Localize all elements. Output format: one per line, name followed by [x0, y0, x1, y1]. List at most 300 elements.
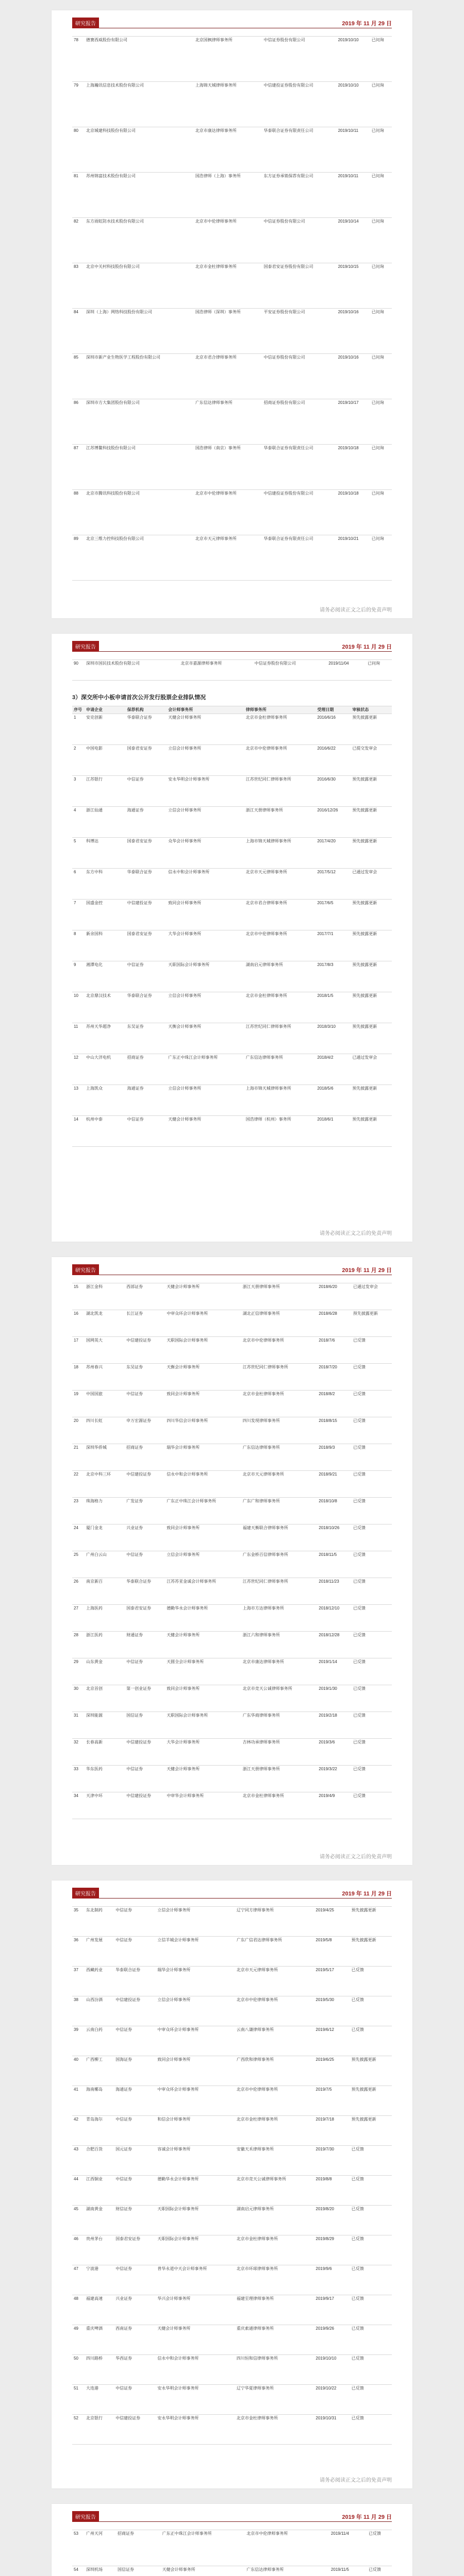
table-cell: 国泰君安证券	[126, 930, 167, 961]
table-cell: 2019/10/10	[314, 2355, 350, 2385]
table-cell: 山西汾酒	[85, 1996, 114, 2026]
table-cell: 北京市中伦律师事务所	[244, 745, 316, 776]
table-cell: 50	[72, 2355, 85, 2385]
table-cell: 财通证券	[125, 1632, 165, 1658]
table-cell: 华泰联合证券有限责任公司	[262, 127, 337, 173]
table-cell: 2018/11/5	[317, 1551, 352, 1578]
page-footer: 请务必阅读正文之后的免责声明	[320, 1854, 392, 1860]
table-cell: 14	[72, 1116, 85, 1147]
table-row	[72, 2566, 392, 2576]
table-cell: 预先披露更新	[351, 776, 392, 807]
table-cell: 中信建投证券	[125, 1739, 165, 1766]
table-row	[72, 218, 392, 263]
table-cell: 中信证券	[126, 961, 167, 992]
table-cell: 中审众环会计师事务所	[156, 2026, 235, 2056]
table-cell: 2018/10/26	[317, 1524, 352, 1551]
table-row	[72, 776, 392, 807]
table-cell: 预先披露更新	[351, 930, 392, 961]
report-page-2	[52, 634, 412, 1242]
report-page-3	[52, 1257, 412, 1865]
table-cell: 广州白云山	[85, 1551, 125, 1578]
table-row	[72, 992, 392, 1023]
report-tag: 研究报告	[72, 1888, 99, 1899]
table-cell: 中信证券	[114, 1907, 156, 1937]
table-cell: 杭州中泰	[85, 1116, 126, 1147]
table-cell: 预先披露更新	[351, 807, 392, 838]
table-cell: 已反馈	[352, 1685, 392, 1712]
table-cell: 19	[72, 1391, 85, 1417]
table-cell: 2019/9/6	[314, 2265, 350, 2295]
table-cell: 北京市中伦律师事务所	[235, 1996, 314, 2026]
table-cell: 深圳市国民技术股份有限公司	[85, 660, 179, 681]
table-cell: 已通过发审会	[352, 1283, 392, 1310]
table-cell: 北京中关村科技股份有限公司	[85, 263, 194, 309]
table-cell: 江苏银行	[85, 776, 126, 807]
table-cell: 长春高新	[85, 1739, 125, 1766]
table-cell: 23	[72, 1498, 85, 1524]
table-cell: 9	[72, 961, 85, 992]
table-cell: 22	[72, 1471, 85, 1498]
table-cell: 安永华明会计师事务所	[156, 2415, 235, 2445]
table-cell: 已反馈	[350, 2026, 392, 2056]
table-cell: 天津中环	[85, 1792, 125, 1819]
table-cell: 四川华信会计师事务所	[165, 1417, 241, 1444]
table-cell: 立信会计师事务所	[156, 1996, 235, 2026]
column-header: 申请企业	[85, 706, 126, 714]
table-cell: 天健会计师事务所	[167, 1116, 244, 1147]
table-cell: 华泰联合证券	[126, 714, 167, 745]
table-cell: 45	[72, 2206, 85, 2235]
table-cell: 瑞华会计师事务所	[165, 1444, 241, 1471]
table-cell: 北京市嘉源律师事务所	[179, 660, 253, 681]
table-cell: 北京市环球律师事务所	[235, 2265, 314, 2295]
table-cell: 2018/6/20	[317, 1283, 352, 1310]
table-cell: 招商证券股份有限公司	[262, 399, 337, 445]
table-row	[72, 490, 392, 535]
table-cell: 江苏世纪同仁律师事务所	[244, 1023, 316, 1054]
table-cell: 2018/12/10	[317, 1605, 352, 1632]
table-cell: 国泰君安证券股份有限公司	[262, 263, 337, 309]
table-cell: 2019/10/15	[337, 263, 370, 309]
table-cell: 2019/11/04	[327, 660, 366, 681]
table-cell: 德勤华永会计师事务所	[165, 1605, 241, 1632]
table-cell: 海通证券	[126, 1085, 167, 1116]
table-cell: 预先披露更新	[351, 1085, 392, 1116]
table-cell: 北京市金杜律师事务所	[244, 992, 316, 1023]
report-page-1	[52, 10, 412, 618]
table-cell: 已反馈	[352, 1391, 392, 1417]
table-cell: 2019/8/20	[314, 2206, 350, 2235]
table-row	[72, 745, 392, 776]
table-cell: 已反馈	[350, 1996, 392, 2026]
table-cell: 5	[72, 838, 85, 869]
table-cell: 华泰联合证券有限责任公司	[262, 445, 337, 490]
table-row	[72, 1471, 392, 1498]
table-cell: 已问询	[370, 263, 392, 309]
table-cell: 立信会计师事务所	[167, 992, 244, 1023]
table-row	[72, 961, 392, 992]
table-cell: 2016/6/22	[316, 745, 351, 776]
table-cell: 北京市天元律师事务所	[235, 1967, 314, 1996]
table-cell: 已反馈	[350, 2265, 392, 2295]
table-cell: 江苏博鳌科技股份有限公司	[85, 445, 194, 490]
table-cell: 已反馈	[350, 2325, 392, 2355]
table-cell: 2019/10/18	[337, 490, 370, 535]
table-cell: 广东正中珠江会计师事务所	[165, 1498, 241, 1524]
table-cell: 2017/5/12	[316, 869, 351, 900]
table-cell: 2019/9/17	[314, 2295, 350, 2325]
table-row	[72, 930, 392, 961]
table-cell: 信永中和会计师事务所	[156, 2355, 235, 2385]
table-cell: 立信会计师事务所	[156, 1907, 235, 1937]
table-cell: 2019/10/16	[337, 354, 370, 399]
table-cell: 山东黄金	[85, 1658, 125, 1685]
table-cell: 浙江仙通	[85, 807, 126, 838]
table-cell: 上海市方达律师事务所	[241, 1605, 318, 1632]
table-row	[72, 2415, 392, 2445]
table-cell: 已反馈	[350, 2146, 392, 2176]
table-row	[72, 1632, 392, 1658]
table-cell: 湖南黄金	[85, 2206, 114, 2235]
table-cell: 北京市金杜律师事务所	[235, 2415, 314, 2445]
table-cell: 中审众环会计师事务所	[165, 1310, 241, 1337]
table-cell: 2019/10/17	[337, 399, 370, 445]
table-cell: 海通证券	[114, 2086, 156, 2116]
table-cell: 广东正中珠江会计师事务所	[161, 2530, 245, 2566]
table-cell: 云南八谦律师事务所	[235, 2026, 314, 2056]
table-cell: 78	[72, 37, 85, 82]
table-cell: 2019/10/31	[314, 2415, 350, 2445]
table-cell: 湖北凯龙	[85, 1310, 125, 1337]
table-cell: 国网英大	[85, 1337, 125, 1364]
table-cell: 华东医药	[85, 1766, 125, 1792]
table-row	[72, 2235, 392, 2265]
table-cell: 中信建投证券	[125, 1792, 165, 1819]
table-cell: 天职国际会计师事务所	[165, 1712, 241, 1739]
table-cell: 上海市锦天城律师事务所	[244, 1085, 316, 1116]
table-cell: 41	[72, 2086, 85, 2116]
page-header	[72, 641, 392, 652]
table-cell: 已反馈	[367, 2566, 392, 2576]
table-cell: 已反馈	[352, 1712, 392, 1739]
table-row	[72, 2325, 392, 2355]
table-cell: 北京市金杜律师事务所	[241, 1391, 318, 1417]
table-cell: 宁波港	[85, 2265, 114, 2295]
table-cell: 已反馈	[352, 1632, 392, 1658]
table-cell: 36	[72, 1937, 85, 1967]
page-footer: 请务必阅读正文之后的免责声明	[320, 1231, 392, 1236]
table-cell: 华兴会计师事务所	[156, 2295, 235, 2325]
table-cell: 已问询	[370, 309, 392, 354]
table-row	[72, 1739, 392, 1766]
table-cell: 已反馈	[350, 2176, 392, 2206]
table-cell: 深圳能源	[85, 1712, 125, 1739]
table-cell: 中国国旅	[85, 1391, 125, 1417]
table-cell: 国泰君安证券	[126, 838, 167, 869]
table-cell: 13	[72, 1085, 85, 1116]
table-cell: 天健会计师事务所	[165, 1632, 241, 1658]
table-cell: 已反馈	[350, 2235, 392, 2265]
table-row	[72, 2056, 392, 2086]
table-row	[72, 2086, 392, 2116]
table-cell: 已反馈	[350, 2295, 392, 2325]
table-cell: 招商证券	[125, 1444, 165, 1471]
table-cell: 国元证券	[114, 2146, 156, 2176]
table-cell: 申万宏源证券	[125, 1417, 165, 1444]
table-cell: 湘潭电化	[85, 961, 126, 992]
table-row	[72, 1937, 392, 1967]
table-cell: 已通过发审会	[351, 1054, 392, 1085]
table-cell: 中信建投证券	[125, 1337, 165, 1364]
table-cell: 已反馈	[367, 2530, 392, 2566]
table-cell: 天健会计师事务所	[165, 1766, 241, 1792]
table-cell: 华泰联合证券	[114, 1967, 156, 1996]
table-cell: 四川发现律师事务所	[241, 1417, 318, 1444]
table-cell: 2019/5/8	[314, 1937, 350, 1967]
table-cell: 新余国科	[85, 930, 126, 961]
table-row	[72, 2116, 392, 2146]
table-cell: 上海瀚讯信息技术股份有限公司	[85, 82, 194, 127]
table-cell: 2	[72, 745, 85, 776]
table-cell: 瑞华会计师事务所	[156, 1967, 235, 1996]
table-cell: 中信证券股份有限公司	[262, 218, 337, 263]
table-cell: 上海锦天城律师事务所	[194, 82, 262, 127]
table-cell: 北京市君合律师事务所	[244, 900, 316, 930]
table-row	[72, 714, 392, 745]
table-header-row	[72, 706, 392, 714]
table-cell: 预先披露更新	[351, 961, 392, 992]
table-cell: 已问询	[370, 490, 392, 535]
table-cell: 北京银行	[85, 2415, 114, 2445]
table-cell: 54	[72, 2566, 85, 2576]
table-cell: 江苏世纪同仁律师事务所	[241, 1364, 318, 1391]
table-cell: 预先披露更新	[350, 2086, 392, 2116]
table-cell: 云南白药	[85, 2026, 114, 2056]
table-cell: 中信证券	[114, 2265, 156, 2295]
table-cell: 84	[72, 309, 85, 354]
table-cell: 江苏苏亚金诚会计师事务所	[165, 1578, 241, 1605]
table-cell: 深圳（上海）网络科技股份有限公司	[85, 309, 194, 354]
table-cell: 北京国枫律师事务所	[194, 37, 262, 82]
table-cell: 已问询	[370, 37, 392, 82]
table-cell: 深圳市方大集团股份有限公司	[85, 399, 194, 445]
table-row	[72, 82, 392, 127]
table-cell: 安永华明会计师事务所	[156, 2385, 235, 2415]
table-cell: 已反馈	[350, 2206, 392, 2235]
table-row	[72, 1605, 392, 1632]
table-cell: 北京市康达律师事务所	[241, 1658, 318, 1685]
table-cell: 43	[72, 2146, 85, 2176]
table-cell: 广东广和律师事务所	[241, 1498, 318, 1524]
table-cell: 中信建投证券	[114, 1996, 156, 2026]
table-cell: 中信建投证券	[114, 2415, 156, 2445]
table-cell: 83	[72, 263, 85, 309]
table-cell: 青岛海尔	[85, 2116, 114, 2146]
table-cell: 浙江天册律师事务所	[241, 1283, 318, 1310]
table-cell: 已反馈	[352, 1792, 392, 1819]
table-cell: 2019/10/14	[337, 218, 370, 263]
table-row	[72, 2530, 392, 2566]
table-cell: 上海市锦天城律师事务所	[244, 838, 316, 869]
table-cell: 47	[72, 2265, 85, 2295]
table-cell: 已问询	[370, 127, 392, 173]
table-cell: 立信会计师事务所	[167, 1085, 244, 1116]
table-cell: 1	[72, 714, 85, 745]
table-cell: 安克创新	[85, 714, 126, 745]
column-header: 审核状态	[351, 706, 392, 714]
table-cell: 预先披露更新	[351, 1116, 392, 1147]
table-cell: 德赛西威股份有限公司	[85, 37, 194, 82]
table-row	[72, 1712, 392, 1739]
column-header: 会计师事务所	[167, 706, 244, 714]
page-header	[72, 1264, 392, 1275]
table-cell: 广东金桥百信律师事务所	[241, 1551, 318, 1578]
table-cell: 国泰君安证券	[126, 745, 167, 776]
table-cell: 深圳市新产业生物医学工程股份有限公司	[85, 354, 194, 399]
table-cell: 2019/4/25	[314, 1907, 350, 1937]
table-cell: 北京市竞天公诚律师事务所	[235, 2176, 314, 2206]
table-cell: 德勤华永会计师事务所	[156, 2176, 235, 2206]
table-cell: 湖南启元律师事务所	[235, 2206, 314, 2235]
table-cell: 东吴证券	[126, 1023, 167, 1054]
table-row	[72, 2206, 392, 2235]
table-cell: 辽宁同方律师事务所	[235, 1907, 314, 1937]
table-cell: 信永中和会计师事务所	[167, 869, 244, 900]
table-cell: 华泰联合证券	[126, 869, 167, 900]
table-cell: 北京市金杜律师事务所	[194, 263, 262, 309]
table-cell: 和信会计师事务所	[156, 2116, 235, 2146]
table-cell: 已反馈	[350, 2415, 392, 2445]
table-cell: 2018/7/6	[317, 1337, 352, 1364]
table-cell: 江苏世纪同仁律师事务所	[244, 776, 316, 807]
table-cell: 2018/6/1	[316, 1116, 351, 1147]
table-cell: 海通证券	[126, 807, 167, 838]
column-header: 受理日期	[316, 706, 351, 714]
table-cell: 2018/3/10	[316, 1023, 351, 1054]
table-cell: 广西欣和律师事务所	[235, 2056, 314, 2086]
table-cell: 湖南启元律师事务所	[244, 961, 316, 992]
table-cell: 广东信达律师事务所	[244, 1054, 316, 1085]
table-cell: 上海医药	[85, 1605, 125, 1632]
ipo-table	[72, 36, 392, 581]
table-cell: 40	[72, 2056, 85, 2086]
table-row	[72, 1578, 392, 1605]
table-cell: 天圆全会计师事务所	[165, 1658, 241, 1685]
table-cell: 已反馈	[350, 2355, 392, 2385]
table-cell: 46	[72, 2235, 85, 2265]
table-cell: 已反馈	[352, 1578, 392, 1605]
table-cell: 预先披露更新	[352, 1310, 392, 1337]
report-tag: 研究报告	[72, 1264, 99, 1275]
table-cell: 2019/10/16	[337, 309, 370, 354]
table-cell: 中信建投证券股份有限公司	[262, 82, 337, 127]
table-cell: 深圳华侨城	[85, 1444, 125, 1471]
table-cell: 2019/10/10	[337, 82, 370, 127]
table-cell: 立信羊城会计师事务所	[156, 1937, 235, 1967]
table-row	[72, 838, 392, 869]
table-cell: 东北制药	[85, 1907, 114, 1937]
table-cell: 北京市中伦律师事务所	[194, 490, 262, 535]
table-cell: 已问询	[370, 535, 392, 581]
table-cell: 北京市竞天公诚律师事务所	[241, 1685, 318, 1712]
table-cell: 立信会计师事务所	[165, 1551, 241, 1578]
table-cell: 中信证券	[125, 1766, 165, 1792]
table-cell: 已反馈	[350, 2385, 392, 2415]
table-row	[72, 1658, 392, 1685]
report-tag: 研究报告	[72, 18, 99, 28]
table-cell: 浙江医药	[85, 1632, 125, 1658]
table-cell: 北京市天元律师事务所	[244, 869, 316, 900]
table-cell: 79	[72, 82, 85, 127]
report-tag: 研究报告	[72, 2511, 99, 2522]
table-cell: 西部证券	[125, 1283, 165, 1310]
table-row	[72, 309, 392, 354]
table-cell: 长江证券	[125, 1310, 165, 1337]
table-cell: 34	[72, 1792, 85, 1819]
table-cell: 广州天河	[85, 2530, 116, 2566]
table-cell: 52	[72, 2415, 85, 2445]
table-cell: 北京市金杜律师事务所	[235, 2116, 314, 2146]
table-cell: 华泰联合证券	[125, 1578, 165, 1605]
table-cell: 兴业证券	[114, 2295, 156, 2325]
table-cell: 中审众环会计师事务所	[156, 2086, 235, 2116]
table-cell: 31	[72, 1712, 85, 1739]
table-cell: 北京市中伦律师事务所	[245, 2530, 329, 2566]
table-cell: 已问询	[370, 218, 392, 263]
page-header	[72, 1888, 392, 1899]
table-row	[72, 660, 392, 681]
table-cell: 7	[72, 900, 85, 930]
table-cell: 35	[72, 1907, 85, 1937]
table-cell: 2019/7/30	[314, 2146, 350, 2176]
table-cell: 浙江天册律师事务所	[241, 1766, 318, 1792]
table-cell: 四川长虹	[85, 1417, 125, 1444]
table-row	[72, 2355, 392, 2385]
table-cell: 北京城建科技股份有限公司	[85, 127, 194, 173]
table-cell: 广东信达律师事务所	[241, 1444, 318, 1471]
table-cell: 湖北正信律师事务所	[241, 1310, 318, 1337]
table-cell: 天健会计师事务所	[156, 2325, 235, 2355]
table-cell: 已反馈	[352, 1444, 392, 1471]
table-cell: 安徽天禾律师事务所	[235, 2146, 314, 2176]
table-cell: 北京三维力控科技股份有限公司	[85, 535, 194, 581]
table-cell: 北京市中伦律师事务所	[235, 2086, 314, 2116]
table-cell: 江苏世纪同仁律师事务所	[241, 1578, 318, 1605]
table-cell: 广东华商律师事务所	[241, 1712, 318, 1739]
table-row	[72, 2146, 392, 2176]
table-cell: 福建高速	[85, 2295, 114, 2325]
table-row	[72, 1685, 392, 1712]
table-row	[72, 1054, 392, 1085]
table-cell: 88	[72, 490, 85, 535]
table-cell: 2018/12/28	[317, 1632, 352, 1658]
table-row	[72, 2026, 392, 2056]
table-row	[72, 1498, 392, 1524]
table-cell: 2019/9/26	[314, 2325, 350, 2355]
table-cell: 苏州春兴	[85, 1364, 125, 1391]
table-cell: 福建天衡联合律师事务所	[241, 1524, 318, 1551]
table-cell: 立信会计师事务所	[167, 807, 244, 838]
table-cell: 广东信达律师事务所	[245, 2566, 329, 2576]
table-cell: 北京中科三环	[85, 1471, 125, 1498]
table-cell: 已问询	[370, 354, 392, 399]
report-tag: 研究报告	[72, 641, 99, 652]
table-cell: 17	[72, 1337, 85, 1364]
table-cell: 2018/6/28	[317, 1310, 352, 1337]
table-cell: 已反馈	[352, 1524, 392, 1551]
table-cell: 中信建投证券	[125, 1471, 165, 1498]
table-cell: 国浩律师（上海）事务所	[194, 173, 262, 218]
